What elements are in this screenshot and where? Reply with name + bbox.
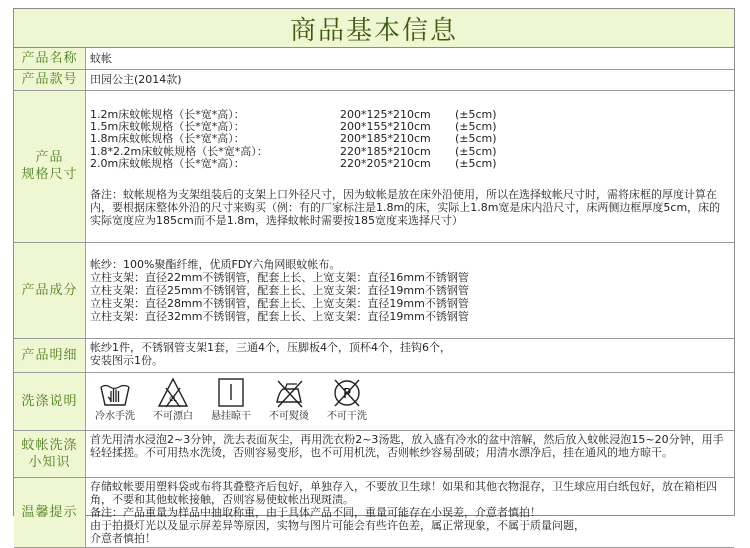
label-spec <box>14 90 86 242</box>
row-details <box>14 338 734 372</box>
spec-item-name: 1.8*2.2m床蚊帐规格（长*宽*高）： <box>90 144 268 158</box>
spec-item-tol: (±5cm) <box>455 119 497 133</box>
label-tips-line2: 小知识 <box>28 454 71 470</box>
material-line: 立柱支架：直径25mm不锈钢管，配套上长、上宽支架：直径19mm不锈钢管 <box>90 283 469 297</box>
row-tips <box>14 430 734 477</box>
spec-item-size: 200*155*210cm <box>340 119 431 133</box>
spec-item-size: 220*205*210cm <box>340 157 431 171</box>
label-tips-line1: 蚊帐洗涤 <box>21 437 78 453</box>
material-line: 立柱支架：直径22mm不锈钢管，配套上长、上宽支架：直径16mm不锈钢管 <box>90 270 469 284</box>
caption-hang-dry: 悬挂晾干 <box>211 410 251 422</box>
care-item-hand-wash <box>86 375 144 423</box>
spec-item-size: 200*185*210cm <box>340 132 431 146</box>
spec-item-tol: (±5cm) <box>455 157 497 171</box>
material-line: 帐纱：100%聚酯纤维，优质FDY六角网眼蚊帐布。 <box>90 257 341 271</box>
no-bleach-icon <box>156 375 190 411</box>
spec-note: 备注：蚊帐规格为支架组装后的支架上口外径尺寸，因为蚊帐是放在床外沿使用，所以在选择蚊帐尺寸时，需将床框的厚度计算在内，要根据床整体外沿的尺寸来购买（例：有的厂家标注是1.8m的床，实际上1.8m宽是床内沿尺寸，床两侧边框厚度5cm，床的实际宽度应为185cm而不是1.8m，选择蚊帐时需要按185宽度来选择尺寸） <box>90 187 721 227</box>
svg-text:CL: CL <box>169 395 177 403</box>
spec-item-name: 2.0m床蚊帐规格（长*宽*高）： <box>90 157 245 171</box>
value-tips: 首先用清水浸泡2~3分钟，洗去表面灰尘，再用洗衣粉2~3汤匙，放入盛有冷水的盆中溶解，然后放入蚊帐浸泡15~20分钟，用手轻轻揉搓。不可用热水洗烫，否则容易变形，也不可用机洗，否则帐纱容易刮破；用清水漂净后，挂在通风的地方晾干。 <box>86 430 735 477</box>
hang-dry-icon <box>214 375 248 411</box>
care-item-hang-dry <box>202 375 260 423</box>
spec-item-size: 200*125*210cm <box>340 107 431 121</box>
page-title: 商品基本信息 <box>14 9 734 48</box>
caption-hand-wash: 冷水手洗 <box>95 410 135 422</box>
spec-item-size: 220*185*210cm <box>340 144 431 158</box>
spec-item-tol: (±5cm) <box>455 107 497 121</box>
value-spec <box>86 90 735 242</box>
caption-no-bleach: 不可漂白 <box>153 410 193 422</box>
spec-item-name: 1.5m床蚊帐规格（长*宽*高）： <box>90 119 245 133</box>
spec-item-name: 1.2m床蚊帐规格（长*宽*高）： <box>90 107 245 121</box>
value-warm: 存储蚊帐要用塑料袋或布将其叠整齐后包好，单独存入，不要放卫生球！如果和其他衣物混存，卫生球应用白纸包好，放在箱柜四角，不要和其他蚊帐接触，否则容易使蚊帐出现斑渍。 备注：产品重量为样品中抽取称重，由于具体产品不同，重量可能存在小误差，介意者慎拍！ 由于拍摄灯光以及显示屏差异等原因，实物与图片可能会有些许色差，属正常现象，不属于质量问题， 介意者慎拍！ <box>86 477 735 547</box>
row-spec <box>14 90 734 242</box>
value-product-model: 田园公主(2014款) <box>86 69 735 90</box>
care-item-no-iron <box>260 375 318 423</box>
value-material <box>86 242 735 338</box>
label-warm: 温馨提示 <box>14 477 86 547</box>
row-product-name <box>14 48 734 69</box>
product-info-sheet <box>13 8 735 545</box>
label-product-model: 产品款号 <box>14 69 86 90</box>
label-material: 产品成分 <box>14 242 86 338</box>
no-iron-icon <box>272 375 306 411</box>
care-item-no-bleach <box>144 375 202 423</box>
label-product-name: 产品名称 <box>14 48 86 69</box>
value-product-name: 蚊帐 <box>86 48 735 69</box>
material-line: 立柱支架：直径28mm不锈钢管，配套上长、上宽支架：直径19mm不锈钢管 <box>90 296 469 310</box>
info-table <box>14 48 734 548</box>
caption-no-dryclean: 不可干洗 <box>327 410 367 422</box>
spec-item-name: 1.8m床蚊帐规格（长*宽*高）： <box>90 132 245 146</box>
row-material <box>14 242 734 338</box>
label-spec-line2: 规格尺寸 <box>21 167 78 183</box>
material-line: 立柱支架：直径32mm不锈钢管，配套上长、上宽支架：直径19mm不锈钢管 <box>90 309 469 323</box>
value-wash <box>86 372 735 430</box>
svg-text:P: P <box>343 386 351 402</box>
label-spec-line1: 产品 <box>35 150 64 166</box>
no-dryclean-icon <box>330 375 364 411</box>
label-tips <box>14 430 86 477</box>
label-wash: 洗涤说明 <box>14 372 86 430</box>
row-warm <box>14 477 734 547</box>
care-item-no-dryclean <box>318 375 376 423</box>
row-product-model <box>14 69 734 90</box>
material-list <box>90 258 730 323</box>
value-details: 帐纱1件，不锈钢管支架1套，三通4个，压脚板4个，顶杯4个，挂钩6个， 安装图示1份。 <box>86 338 735 372</box>
hand-wash-icon <box>98 375 132 411</box>
spec-item-tol: (±5cm) <box>455 132 497 146</box>
spec-item-tol: (±5cm) <box>455 144 497 158</box>
spec-item <box>90 158 730 170</box>
spec-list <box>90 109 730 171</box>
row-wash <box>14 372 734 430</box>
care-symbols <box>86 373 734 423</box>
spec-item <box>90 133 730 145</box>
label-details: 产品明细 <box>14 338 86 372</box>
caption-no-iron: 不可熨烫 <box>269 410 309 422</box>
